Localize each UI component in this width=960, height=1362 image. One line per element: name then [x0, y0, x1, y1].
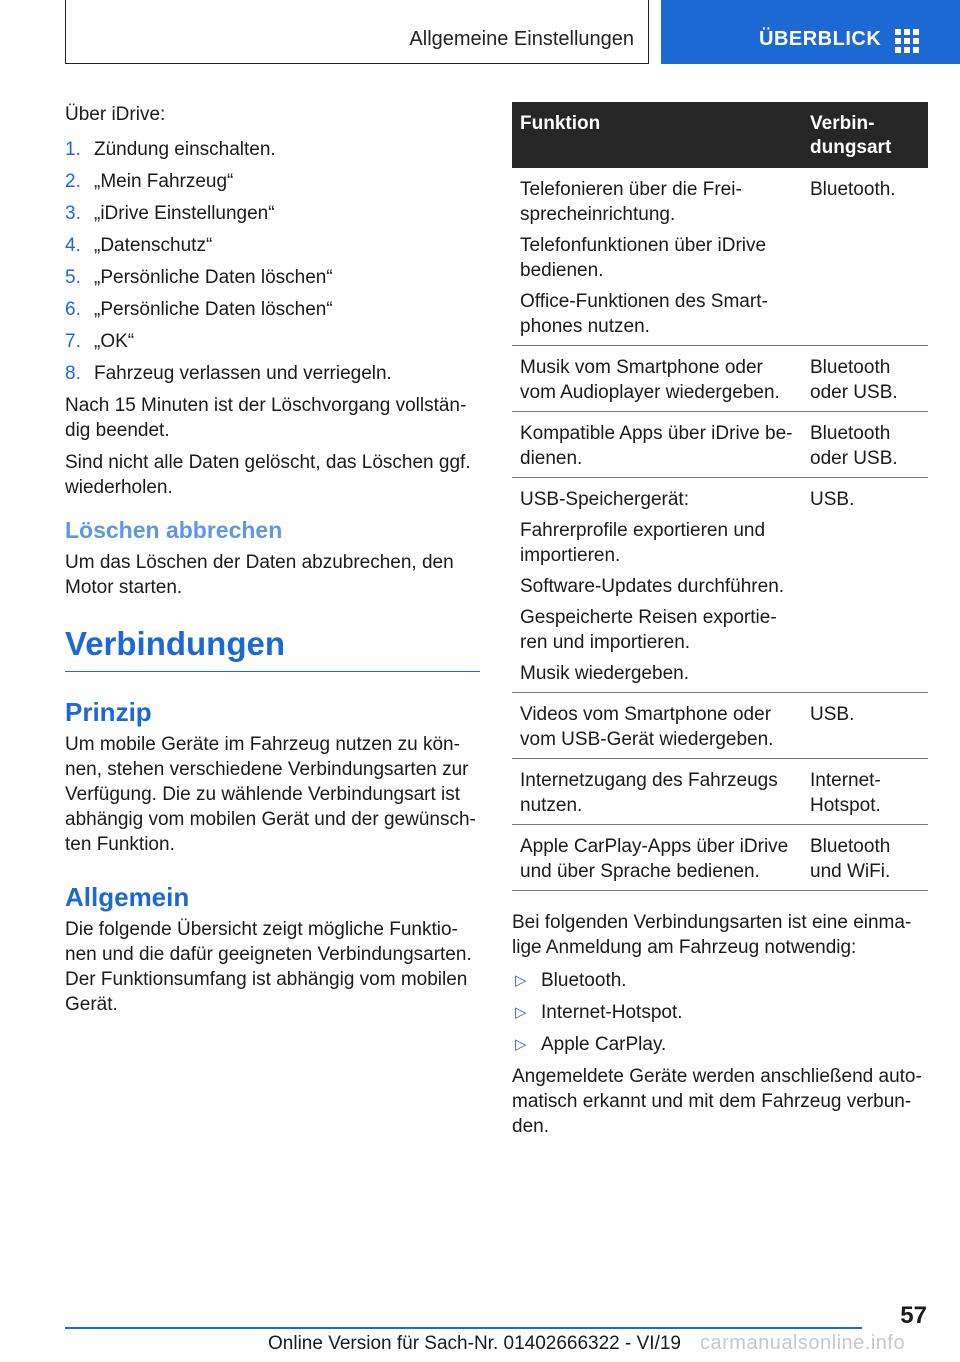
- table-row: [512, 478, 928, 693]
- step-number: 3.: [65, 203, 81, 224]
- function-line: Telefonfunktionen über iDrive bedienen.: [520, 235, 767, 281]
- function-cell: [512, 168, 802, 346]
- triangle-bullet-icon: ▷: [515, 972, 527, 989]
- step-text: „Mein Fahrzeug“: [94, 171, 234, 192]
- table-row: [512, 412, 928, 478]
- left-column: [65, 102, 480, 1017]
- step-number: 4.: [65, 235, 81, 256]
- list-item: [512, 1032, 928, 1057]
- step-number: 6.: [65, 299, 81, 320]
- function-line: Apple CarPlay-Apps über iDrive und über Sprache bedienen.: [520, 836, 789, 882]
- list-item: [65, 233, 480, 258]
- registration-intro: Bei folgenden Verbindungsarten ist eine einmalige Anmeldung am Fahrzeug notwendig:: [512, 912, 912, 958]
- list-item: [65, 169, 480, 194]
- step-number: 1.: [65, 139, 81, 160]
- function-cell: [512, 759, 802, 825]
- right-column-text: [512, 910, 928, 1139]
- connection-table: [512, 102, 928, 891]
- step-text: „Datenschutz“: [94, 235, 213, 256]
- connection-cell: Internet-Hotspot.: [802, 759, 928, 825]
- overview-label: ÜBERBLICK: [759, 28, 882, 50]
- function-cell: [512, 825, 802, 891]
- intro-text: Über iDrive:: [65, 104, 166, 125]
- connections-heading: Verbindungen: [65, 624, 480, 672]
- section-tab[interactable]: [65, 0, 649, 64]
- step-number: 8.: [65, 363, 81, 384]
- list-item: [512, 968, 928, 993]
- cancel-text: Um das Löschen der Daten abzubrechen, den Motor starten.: [65, 552, 454, 598]
- list-item: [65, 361, 480, 386]
- general-heading: Allgemein: [65, 882, 190, 912]
- connection-cell: USB.: [802, 693, 928, 759]
- connection-cell: Bluetooth oder USB.: [802, 346, 928, 412]
- step-text: „Persönliche Daten löschen“: [94, 299, 333, 320]
- general-text: Die folgende Übersicht zeigt mögliche Funktionen und die dafür geeigneten Verbindungsarten. Der Funktionsumfang ist abhängig vom mobilen Gerät.: [65, 919, 472, 1015]
- retry-note: Sind nicht alle Daten gelöscht, das Löschen ggf. wiederholen.: [65, 452, 471, 498]
- bullet-text: Internet-Hotspot.: [541, 1002, 683, 1023]
- function-cell: [512, 693, 802, 759]
- connection-cell: Bluetooth.: [802, 168, 928, 346]
- bullet-text: Bluetooth.: [541, 970, 627, 991]
- principle-text: Um mobile Geräte im Fahrzeug nutzen zu können, stehen verschiedene Verbindungsarten zur Verfügung. Die zu wählende Verbindungsart ist abhängig vom mobilen Gerät und der gewünschten Funktion.: [65, 734, 476, 855]
- step-text: „Persönliche Daten löschen“: [94, 267, 333, 288]
- function-line: Fahrerprofile exportieren und importieren.: [520, 520, 766, 566]
- watermark: carmanualsonline.info: [700, 1332, 906, 1354]
- triangle-bullet-icon: ▷: [515, 1036, 527, 1053]
- function-line: USB-Speichergerät:: [520, 489, 689, 510]
- table-header-row: [512, 102, 928, 168]
- list-item: [65, 329, 480, 354]
- column-header-function: Funktion: [512, 102, 802, 168]
- bullet-list: [512, 968, 928, 1057]
- step-text: „OK“: [94, 331, 135, 352]
- column-header-connection: Verbindungsart: [802, 102, 928, 168]
- triangle-bullet-icon: ▷: [515, 1004, 527, 1021]
- step-list: [65, 137, 480, 386]
- step-number: 2.: [65, 171, 81, 192]
- list-item: [512, 1000, 928, 1025]
- function-line: Gespeicherte Reisen exportieren und importieren.: [520, 607, 777, 653]
- connection-cell: Bluetooth und WiFi.: [802, 825, 928, 891]
- footer-divider: [65, 1327, 862, 1329]
- function-cell: [512, 478, 802, 693]
- function-line: Musik wiedergeben.: [520, 663, 689, 684]
- function-cell: [512, 412, 802, 478]
- function-cell: [512, 346, 802, 412]
- function-line: Software-Updates durchführen.: [520, 576, 785, 597]
- table-row: [512, 346, 928, 412]
- table-row: [512, 825, 928, 891]
- principle-heading: Prinzip: [65, 697, 152, 727]
- cancel-heading: Löschen abbrechen: [65, 517, 283, 543]
- connection-cell: Bluetooth oder USB.: [802, 412, 928, 478]
- step-text: Zündung einschalten.: [94, 139, 276, 160]
- step-text: „iDrive Einstellungen“: [94, 203, 275, 224]
- function-line: Kompatible Apps über iDrive bedienen.: [520, 423, 793, 469]
- function-line: Videos vom Smartphone oder vom USB-Gerät wiedergeben.: [520, 704, 774, 750]
- online-version-text: Online Version für Sach-Nr. 01402666322 - VI/19: [268, 1333, 681, 1354]
- table-row: [512, 693, 928, 759]
- table-row: [512, 168, 928, 346]
- completion-note: Nach 15 Minuten ist der Löschvorgang vollständig beendet.: [65, 395, 467, 441]
- step-number: 7.: [65, 331, 81, 352]
- step-number: 5.: [65, 267, 81, 288]
- connection-cell: USB.: [802, 478, 928, 693]
- section-title: Allgemeine Einstellungen: [409, 28, 634, 50]
- function-line: Musik vom Smartphone oder vom Audioplayer wiedergeben.: [520, 357, 780, 403]
- function-line: Internetzugang des Fahrzeugs nutzen.: [520, 770, 778, 816]
- step-text: Fahrzeug verlassen und verriegeln.: [94, 363, 392, 384]
- function-line: Telefonieren über die Freisprecheinrichtung.: [520, 179, 742, 225]
- grid-icon[interactable]: [895, 29, 921, 53]
- list-item: [65, 201, 480, 226]
- registration-outro: Angemeldete Geräte werden anschließend automatisch erkannt und mit dem Fahrzeug verbunden.: [512, 1066, 922, 1137]
- bullet-text: Apple CarPlay.: [541, 1034, 667, 1055]
- list-item: [65, 265, 480, 290]
- list-item: [65, 297, 480, 322]
- function-line: Office-Funktionen des Smartphones nutzen.: [520, 291, 768, 337]
- table-row: [512, 759, 928, 825]
- list-item: [65, 137, 480, 162]
- page-number: 57: [900, 1302, 927, 1329]
